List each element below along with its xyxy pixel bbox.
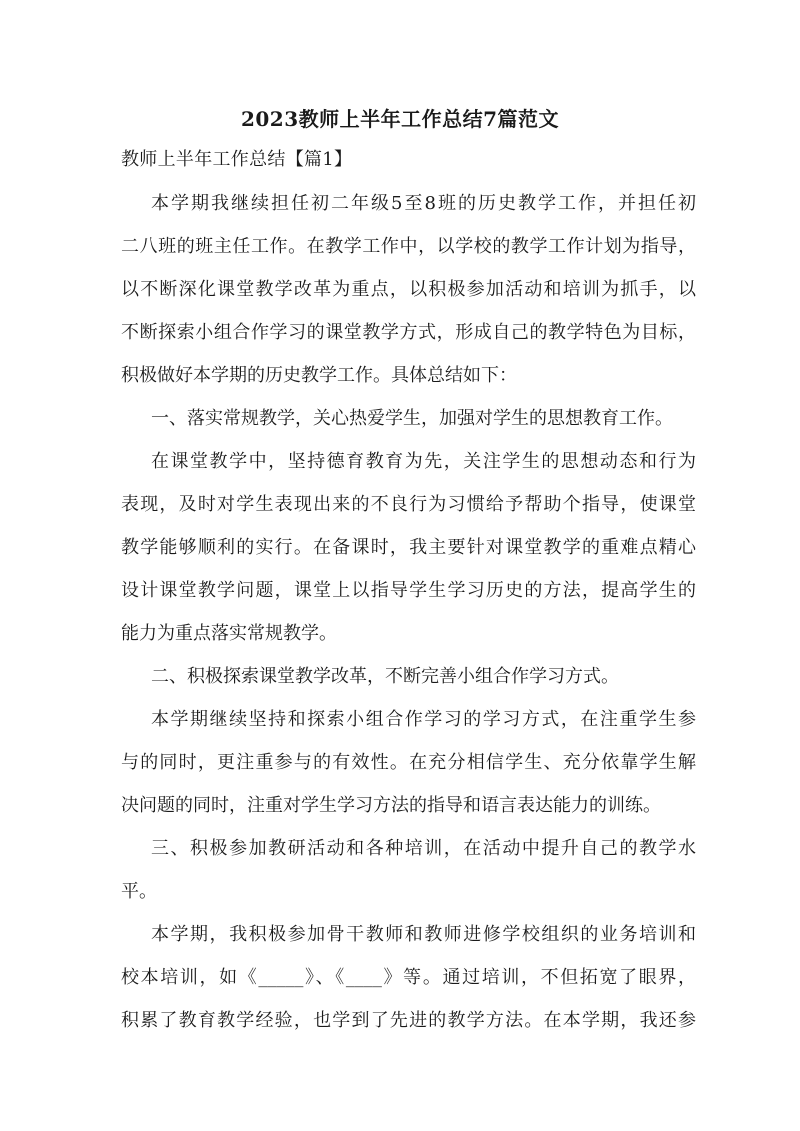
paragraph-line: 本学期，我积极参加骨干教师和教师进修学校组织的业务培训和	[151, 924, 696, 945]
section-point-heading: 一、落实常规教学，关心热爱学生，加强对学生的思想教育工作。	[151, 408, 673, 429]
paragraph-line: 积极做好本学期的历史教学工作。具体总结如下：	[121, 365, 517, 386]
document-title: 2023教师上半年工作总结7篇范文	[240, 107, 560, 131]
paragraph-line: 与的同时，更注重参与的有效性。在充分相信学生、充分依靠学生解	[121, 752, 696, 773]
paragraph-line: 教学能够顺利的实行。在备课时，我主要针对课堂教学的重难点精心	[121, 537, 696, 558]
paragraph-line: 决问题的同时，注重对学生学习方法的指导和语言表达能力的训练。	[121, 795, 661, 816]
paragraph-line: 本学期我继续担任初二年级5至8班的历史教学工作，并担任初	[151, 193, 696, 214]
section-point-heading: 三、积极参加教研活动和各种培训，在活动中提升自己的教学水	[151, 838, 696, 859]
paragraph-line: 以不断深化课堂教学改革为重点，以积极参加活动和培训为抓手，以	[121, 279, 696, 300]
paragraph-line: 校本培训，如《_____》、《____》等。通过培训，不但拓宽了眼界，	[121, 967, 696, 988]
paragraph-line: 不断探索小组合作学习的课堂教学方式，形成自己的教学特色为目标，	[121, 322, 696, 343]
paragraph-line: 设计课堂教学问题，课堂上以指导学生学习历史的方法，提高学生的	[121, 580, 696, 601]
paragraph-line: 在课堂教学中，坚持德育教育为先，关注学生的思想动态和行为	[151, 451, 696, 472]
paragraph-line: 二八班的班主任工作。在教学工作中，以学校的教学工作计划为指导，	[121, 236, 696, 257]
section-point-heading-cont: 平。	[121, 881, 157, 902]
section-point-heading: 二、积极探索课堂教学改革，不断完善小组合作学习方式。	[151, 666, 619, 687]
paragraph-line: 本学期继续坚持和探索小组合作学习的学习方式，在注重学生参	[151, 709, 696, 730]
paragraph-line: 积累了教育教学经验，也学到了先进的教学方法。在本学期，我还参	[121, 1010, 696, 1031]
paragraph-line: 表现，及时对学生表现出来的不良行为习惯给予帮助个指导，使课堂	[121, 494, 696, 515]
section-heading: 教师上半年工作总结【篇1】	[121, 149, 353, 170]
paragraph-line: 能力为重点落实常规教学。	[121, 623, 337, 644]
